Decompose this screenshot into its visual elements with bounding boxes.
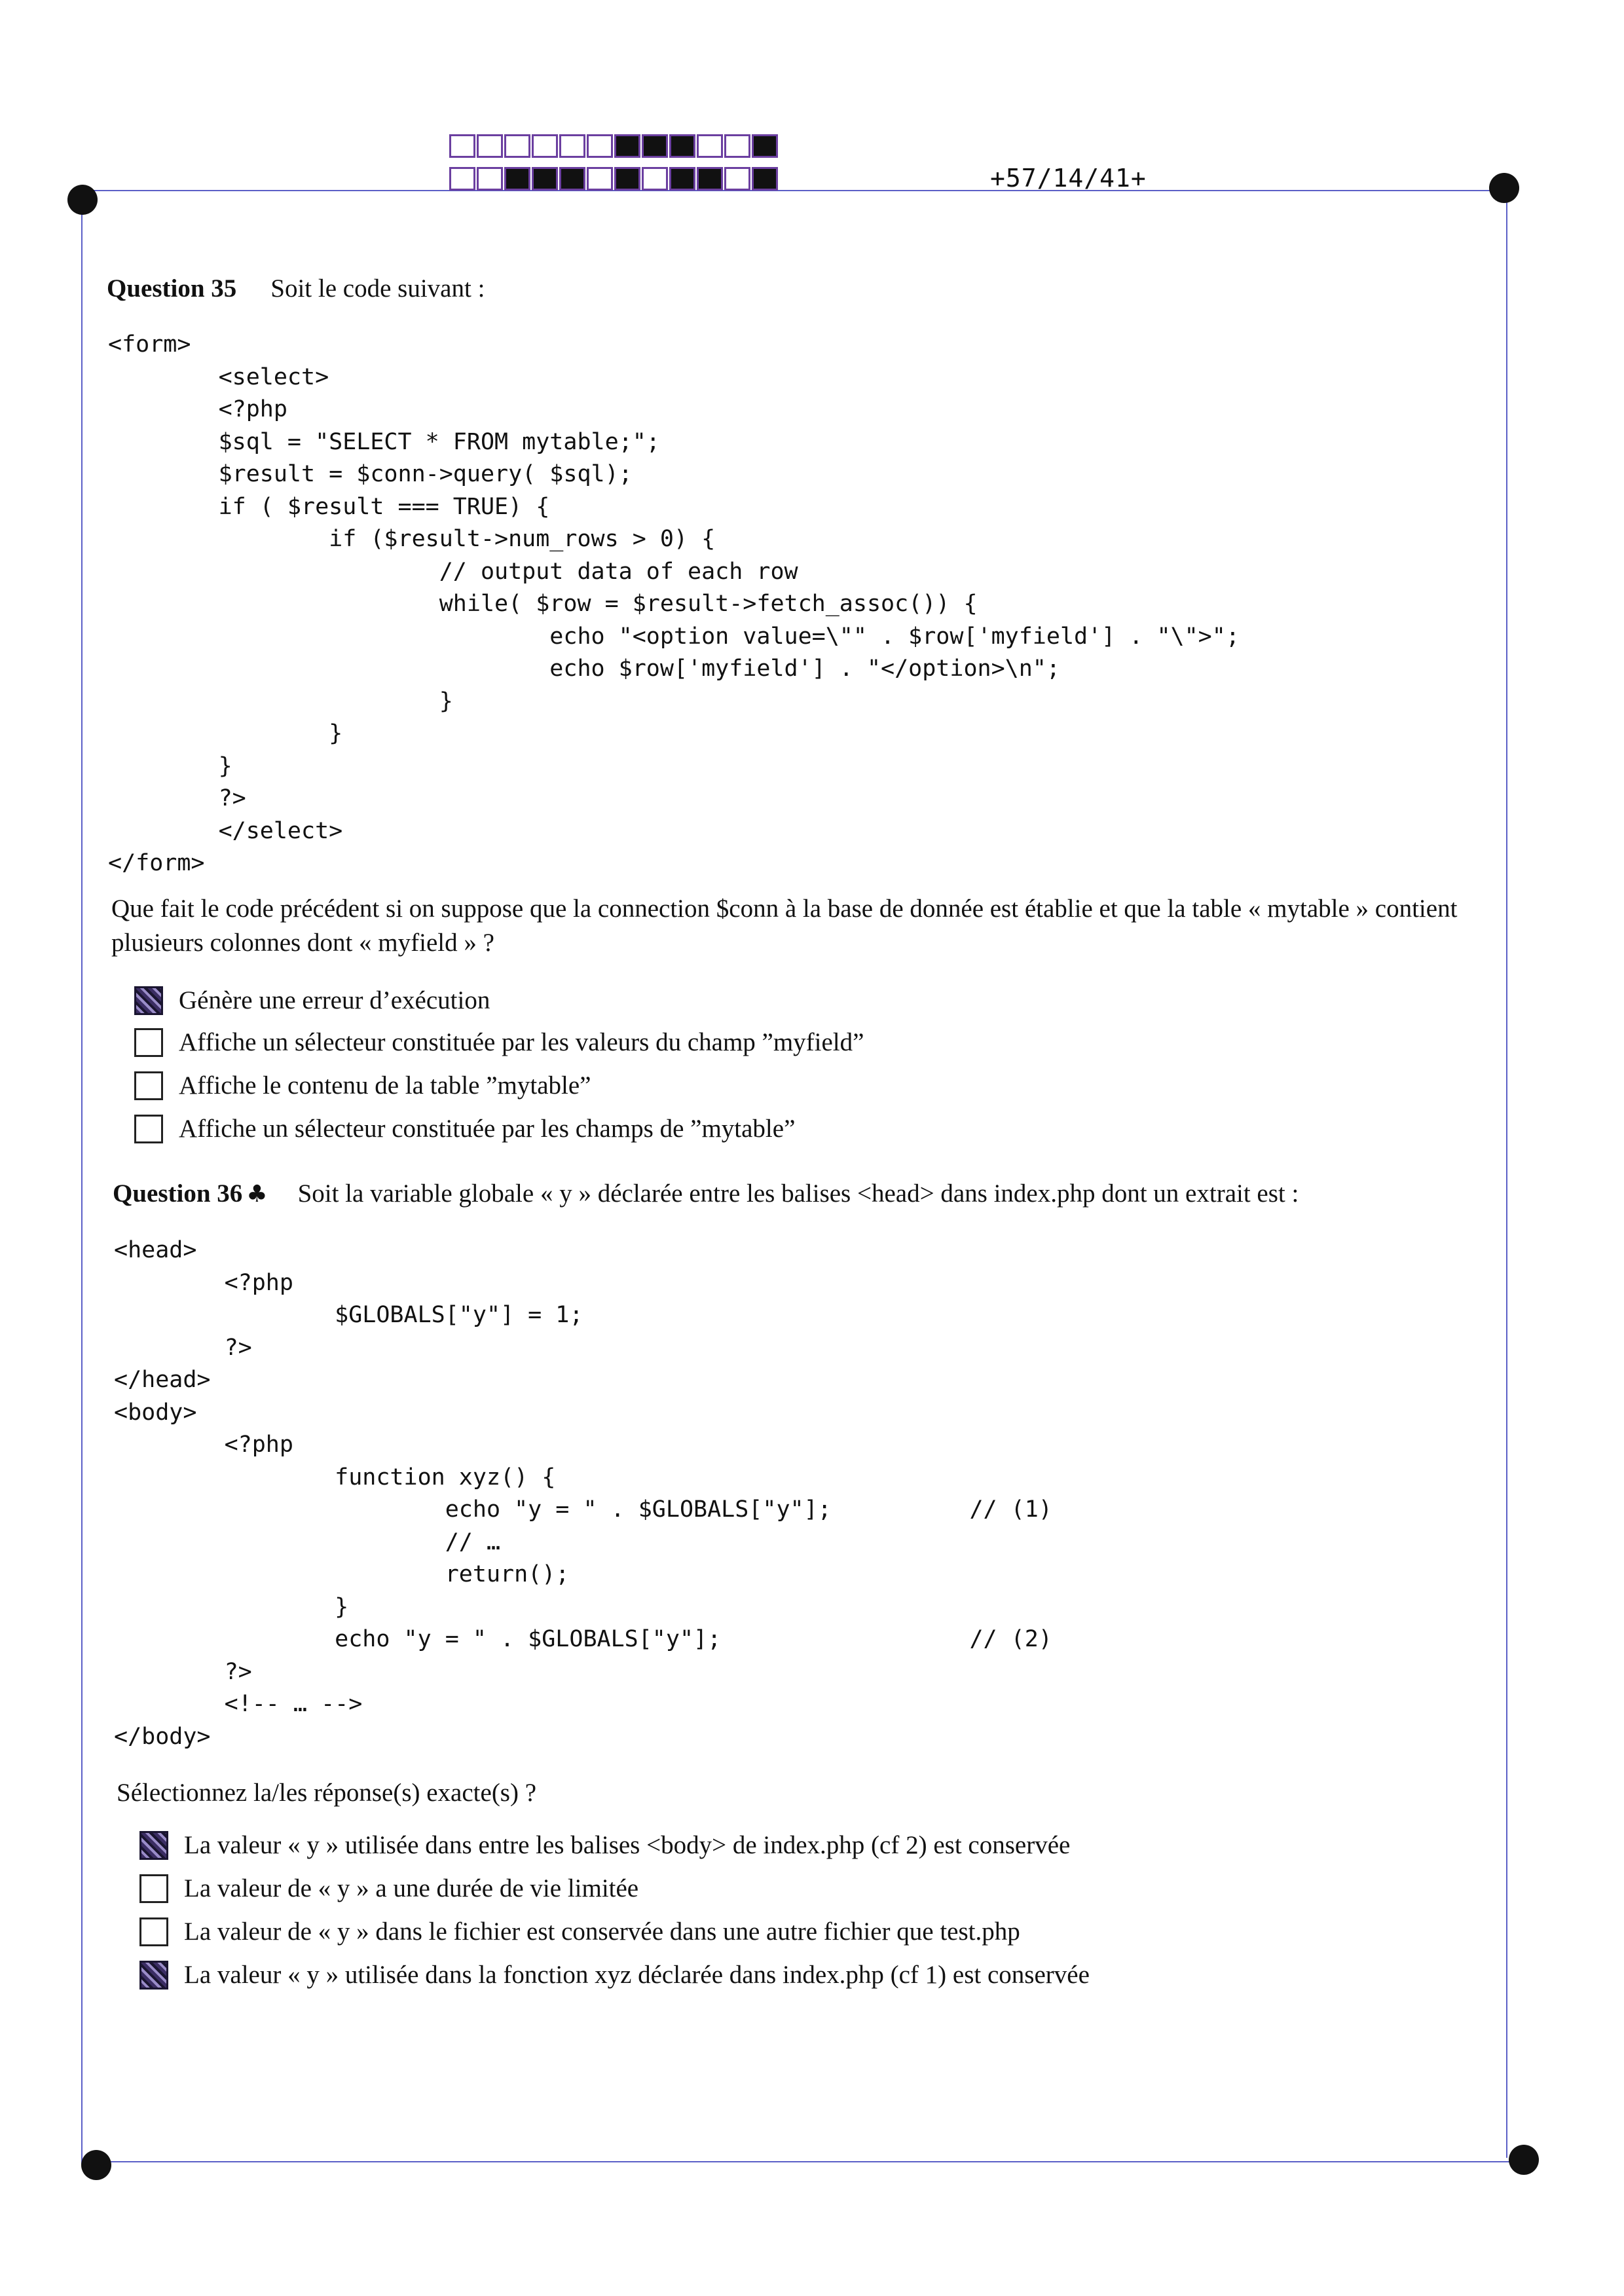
- barcode-cell: [669, 167, 695, 191]
- option-label: Affiche un sélecteur constituée par les champs de ”mytable”: [179, 1115, 796, 1143]
- barcode-cell: [669, 134, 695, 158]
- option-label: Génère une erreur d’exécution: [179, 986, 490, 1014]
- question-intro: Soit le code suivant :: [270, 274, 485, 303]
- option-label: Affiche le contenu de la table ”mytable”: [179, 1071, 591, 1100]
- question-35-text: Que fait le code précédent si on suppose que la connection $conn à la base de donnée est établie et que la table « mytable » contient plusieurs colonnes dont « myfield » ?: [111, 895, 1458, 957]
- barcode-cell: [532, 167, 558, 191]
- id-barcode: [449, 134, 779, 200]
- barcode-cell: [642, 167, 668, 191]
- q35-option[interactable]: [134, 1071, 591, 1100]
- option-label: Affiche un sélecteur constituée par les valeurs du champ ”myfield”: [179, 1028, 864, 1056]
- barcode-cell: [752, 167, 778, 191]
- barcode-cell: [614, 167, 640, 191]
- barcode-cell: [477, 134, 503, 158]
- barcode-cell: [697, 167, 723, 191]
- option-label: La valeur « y » utilisée dans entre les balises <body> de index.php (cf 2) est conservée: [184, 1831, 1071, 1859]
- barcode-cell: [559, 134, 585, 158]
- barcode-cell: [697, 134, 723, 158]
- q36-option[interactable]: [139, 1917, 1020, 1946]
- corner-mark-top-left: [67, 185, 98, 215]
- corner-mark-bottom-right: [1509, 2145, 1539, 2175]
- frame-left-line: [81, 190, 83, 2164]
- frame-bottom-line: [96, 2161, 1521, 2162]
- code-block-35: <form> <select> <?php $sql = "SELECT * FROM mytable;"; $result = $conn->query( $sql); if ( $result === TRUE) { if ($result->num_rows > 0) { // output data of each row while( $row = $result->fetch_assoc()) { echo "<option value=\"" . $row['myfield'] . "\">"; echo $row['myfield'] . "</option>\n"; } } } ?> </select> </form>: [108, 331, 1240, 876]
- barcode-cell: [449, 167, 475, 191]
- barcode-cell: [559, 167, 585, 191]
- barcode-cell: [724, 167, 750, 191]
- option-label: La valeur « y » utilisée dans la fonction xyz déclarée dans index.php (cf 1) est conservée: [184, 1961, 1090, 1989]
- club-icon: ♣: [246, 1181, 268, 1208]
- checkbox[interactable]: [139, 1917, 168, 1946]
- question-number: Question 36: [113, 1179, 243, 1208]
- question-number: Question 35: [107, 274, 237, 303]
- question-intro: Soit la variable globale « y » déclarée entre les balises <head> dans index.php dont un extrait est :: [297, 1179, 1299, 1208]
- checkbox[interactable]: [134, 1115, 163, 1143]
- checkbox[interactable]: [134, 1071, 163, 1100]
- frame-top-line: [81, 190, 1506, 191]
- q36-option[interactable]: [139, 1960, 1090, 1990]
- barcode-cell: [449, 134, 475, 158]
- barcode-row: [449, 134, 779, 160]
- q36-option[interactable]: [139, 1874, 638, 1903]
- barcode-cell: [504, 167, 530, 191]
- checkbox[interactable]: [134, 986, 163, 1015]
- barcode-cell: [587, 134, 613, 158]
- question-36-text: Sélectionnez la/les réponse(s) exacte(s) ?: [117, 1779, 537, 1807]
- barcode-cell: [587, 167, 613, 191]
- option-label: La valeur de « y » dans le fichier est conservée dans une autre fichier que test.php: [184, 1917, 1020, 1946]
- barcode-cell: [614, 134, 640, 158]
- barcode-cell: [642, 134, 668, 158]
- page-id: +57/14/41+: [990, 164, 1147, 193]
- barcode-cell: [752, 134, 778, 158]
- checkbox[interactable]: [134, 1028, 163, 1057]
- option-label: La valeur de « y » a une durée de vie limitée: [184, 1874, 639, 1902]
- checkbox[interactable]: [139, 1831, 168, 1860]
- q36-option[interactable]: [139, 1830, 1070, 1860]
- barcode-cell: [532, 134, 558, 158]
- corner-mark-bottom-left: [81, 2150, 111, 2180]
- barcode-row: [449, 167, 779, 193]
- q35-option[interactable]: [134, 1114, 795, 1143]
- corner-mark-top-right: [1489, 173, 1519, 203]
- question-35-header: [107, 274, 485, 303]
- barcode-cell: [724, 134, 750, 158]
- code-block-36: <head> <?php $GLOBALS["y"] = 1; ?> </head> <body> <?php function xyz() { echo "y = " . $GLOBALS["y"]; // (1) // … return(); } echo "y = " . $GLOBALS["y"]; // (2) ?> <!-- … --> </body>: [114, 1237, 1052, 1750]
- barcode-cell: [504, 134, 530, 158]
- frame-right-line: [1506, 190, 1507, 2158]
- q35-option[interactable]: [134, 1028, 864, 1057]
- barcode-cell: [477, 167, 503, 191]
- checkbox[interactable]: [139, 1874, 168, 1903]
- checkbox[interactable]: [139, 1961, 168, 1990]
- q35-option[interactable]: [134, 986, 490, 1015]
- question-36-header: [113, 1179, 1299, 1208]
